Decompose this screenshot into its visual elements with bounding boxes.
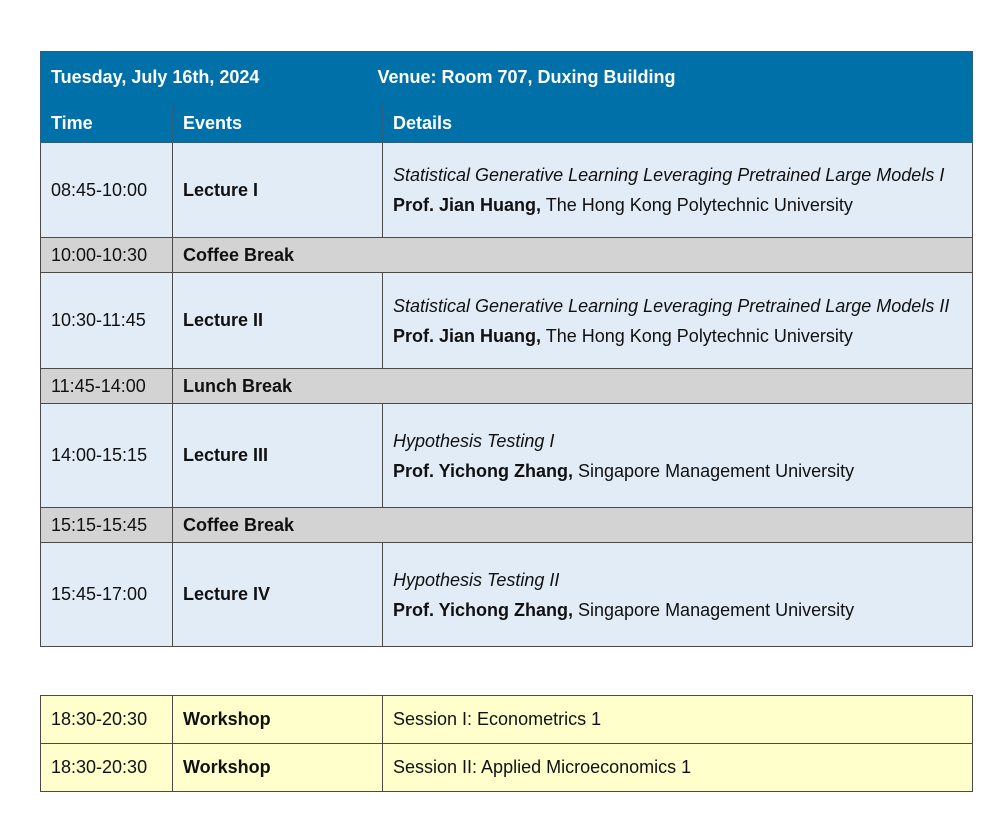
schedule-header — [41, 52, 973, 104]
row-event — [173, 273, 383, 369]
row-event — [173, 696, 383, 744]
header-date: Tuesday, July 16th, 2024 — [51, 67, 260, 87]
lecture-speaker-line — [393, 595, 962, 625]
row-time: 15:15-15:45 — [41, 508, 173, 543]
table-row — [41, 238, 973, 273]
column-header-time: Time — [41, 104, 173, 143]
row-time: 18:30-20:30 — [41, 696, 173, 744]
row-time: 08:45-10:00 — [41, 143, 173, 238]
lecture-speaker-line — [393, 456, 962, 486]
table-row — [41, 369, 973, 404]
table-row — [41, 543, 973, 647]
speaker-affiliation: Singapore Management University — [573, 599, 855, 620]
event-label: Coffee Break — [183, 244, 295, 265]
lecture-title: Hypothesis Testing II — [393, 569, 560, 590]
row-event — [173, 404, 383, 508]
header-venue: Venue: Room 707, Duxing Building — [377, 67, 676, 87]
row-details — [383, 543, 973, 647]
row-details — [383, 273, 973, 369]
row-details: Session II: Applied Microeconomics 1 — [383, 744, 973, 792]
row-event — [173, 543, 383, 647]
speaker-name: Prof. Yichong Zhang, — [393, 599, 573, 620]
speaker-affiliation: Singapore Management University — [573, 460, 855, 481]
row-event — [173, 238, 973, 273]
table-row — [41, 273, 973, 369]
event-label: Lecture IV — [183, 584, 271, 604]
speaker-affiliation: The Hong Kong Polytechnic University — [541, 325, 853, 346]
row-time: 14:00-15:15 — [41, 404, 173, 508]
table-row — [41, 744, 973, 792]
evening-table — [40, 695, 973, 792]
column-headers — [41, 104, 973, 143]
row-details: Session I: Econometrics 1 — [383, 696, 973, 744]
row-time: 11:45-14:00 — [41, 369, 173, 404]
event-label: Lecture II — [183, 310, 264, 330]
table-row — [41, 404, 973, 508]
event-label: Workshop — [183, 709, 271, 729]
schedule-table — [40, 51, 973, 647]
lecture-title: Hypothesis Testing I — [393, 430, 555, 451]
event-label: Coffee Break — [183, 514, 295, 535]
lecture-title: Statistical Generative Learning Leveraging Pretrained Large Models II — [393, 295, 950, 316]
row-time: 10:00-10:30 — [41, 238, 173, 273]
row-time: 15:45-17:00 — [41, 543, 173, 647]
speaker-name: Prof. Jian Huang, — [393, 325, 542, 346]
lecture-speaker-line — [393, 321, 962, 351]
event-label: Lecture I — [183, 179, 259, 200]
speaker-name: Prof. Jian Huang, — [393, 195, 542, 215]
event-label: Lunch Break — [183, 375, 293, 396]
table-row — [41, 696, 973, 744]
row-event — [173, 744, 383, 792]
table-row — [41, 143, 973, 238]
event-label: Lecture III — [183, 445, 269, 465]
row-event — [173, 143, 383, 238]
table-row — [41, 508, 973, 543]
column-header-details: Details — [383, 104, 973, 143]
column-header-events: Events — [173, 104, 383, 143]
row-time: 10:30-11:45 — [41, 273, 173, 369]
header-cell — [41, 52, 973, 104]
event-label: Workshop — [183, 757, 271, 777]
row-time: 18:30-20:30 — [41, 744, 173, 792]
lecture-title: Statistical Generative Learning Leveraging Pretrained Large Models I — [393, 165, 945, 185]
row-details — [383, 143, 973, 238]
row-event — [173, 508, 973, 543]
row-event — [173, 369, 973, 404]
row-details — [383, 404, 973, 508]
speaker-affiliation: The Hong Kong Polytechnic University — [541, 195, 853, 215]
speaker-name: Prof. Yichong Zhang, — [393, 460, 573, 481]
lecture-speaker-line — [393, 190, 962, 220]
